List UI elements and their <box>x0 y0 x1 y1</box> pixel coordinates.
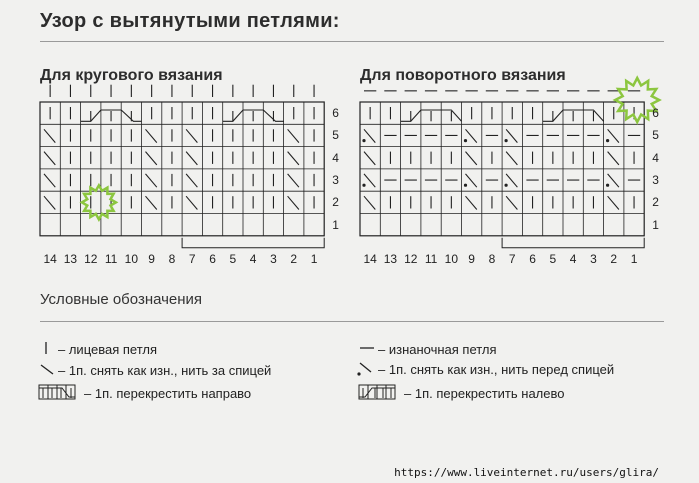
yarn-front-dot <box>464 184 467 187</box>
slip-wyib-icon <box>38 362 56 376</box>
legend-knit-label: – лицевая петля <box>58 342 157 357</box>
row-number-label: 5 <box>652 128 659 143</box>
column-number-label: 12 <box>84 252 98 266</box>
row-number-label: 3 <box>652 173 659 188</box>
column-number-label: 1 <box>310 252 318 266</box>
slip-stitch-mark <box>186 152 197 165</box>
slip-stitch-mark <box>466 152 477 165</box>
legend-slip-back-label: – 1п. снять как изн., нить за спицей <box>58 363 272 378</box>
slip-stitch-mark <box>44 174 55 187</box>
row-number-label: 4 <box>332 150 339 165</box>
column-number-label: 2 <box>610 252 618 266</box>
slip-stitch-mark <box>186 196 197 209</box>
purl-stitch-icon <box>358 341 376 355</box>
column-number-label: 13 <box>63 252 78 266</box>
row-number-label: 5 <box>332 128 339 143</box>
slip-stitch-mark <box>466 196 477 209</box>
slip-stitch-mark <box>608 129 619 142</box>
column-number-label: 13 <box>383 252 398 266</box>
column-number-label: 5 <box>229 252 237 266</box>
title-divider <box>40 41 664 42</box>
column-number-label: 10 <box>444 252 459 266</box>
slip-stitch-mark <box>44 196 55 209</box>
column-number-label: 4 <box>249 252 257 266</box>
slip-stitch-mark <box>288 174 299 187</box>
column-number-label: 9 <box>148 252 155 266</box>
column-number-label: 10 <box>124 252 139 266</box>
column-number-label: 9 <box>468 252 475 266</box>
legend-divider <box>40 321 664 322</box>
slip-stitch-mark <box>288 152 299 165</box>
chart-title-flat: Для поворотного вязания <box>360 67 566 84</box>
slip-stitch-mark <box>466 129 477 142</box>
column-number-label: 8 <box>168 252 176 266</box>
column-number-label: 3 <box>590 252 597 266</box>
slip-stitch-mark <box>146 196 157 209</box>
column-number-label: 5 <box>549 252 557 266</box>
column-number-label: 7 <box>188 252 196 266</box>
repeat-bracket <box>502 238 644 248</box>
column-number-label: 2 <box>290 252 298 266</box>
column-number-label: 14 <box>43 252 57 266</box>
knitting-chart-flat <box>358 100 658 250</box>
column-number-label: 11 <box>104 252 118 266</box>
column-number-label: 6 <box>209 252 216 266</box>
legend-right-cross-label: – 1п. перекрестить направо <box>84 386 252 401</box>
slip-stitch-mark <box>364 152 375 165</box>
slip-stitch-mark <box>506 174 517 187</box>
slip-stitch-mark <box>364 196 375 209</box>
slip-stitch-mark <box>44 129 55 142</box>
column-number-label: 6 <box>529 252 536 266</box>
slip-stitch-mark <box>466 174 477 187</box>
yarn-front-dot <box>505 184 508 187</box>
column-number-label: 1 <box>630 252 638 266</box>
legend-slip-front-label: – 1п. снять как изн., нить перед спицей <box>378 362 615 377</box>
slip-stitch-mark <box>146 152 157 165</box>
slip-stitch-mark <box>506 152 517 165</box>
legend-title: Условные обозначения <box>40 291 203 308</box>
slip-stitch-mark <box>288 129 299 142</box>
slip-stitch-mark <box>608 152 619 165</box>
yarn-front-dot <box>362 184 365 187</box>
slip-wyif-icon <box>355 360 373 378</box>
column-number-label: 4 <box>569 252 577 266</box>
column-number-label: 8 <box>488 252 496 266</box>
yarn-front-dot <box>362 139 365 142</box>
column-number-label: 3 <box>270 252 277 266</box>
row-number-label: 4 <box>652 150 659 165</box>
slip-stitch-mark <box>44 152 55 165</box>
yarn-front-dot <box>505 139 508 142</box>
column-number-label: 11 <box>424 252 438 266</box>
row-number-label: 2 <box>652 195 659 210</box>
column-number-label: 7 <box>508 252 516 266</box>
left-cross-icon <box>358 384 396 400</box>
knitting-chart-circular <box>38 100 338 250</box>
knit-stitch-icon <box>40 341 52 355</box>
row-number-label: 1 <box>332 217 339 232</box>
slip-stitch-mark <box>608 196 619 209</box>
slip-stitch-mark <box>364 129 375 142</box>
slip-stitch-mark <box>608 174 619 187</box>
repeat-bracket <box>182 238 324 248</box>
row-number-label: 1 <box>652 217 659 232</box>
slip-stitch-mark <box>146 129 157 142</box>
slip-stitch-mark <box>186 174 197 187</box>
slip-stitch-mark <box>186 129 197 142</box>
source-url: https://www.liveinternet.ru/users/glira/ <box>394 466 659 479</box>
chart-title-circular: Для кругового вязания <box>40 67 223 84</box>
row-number-label: 3 <box>332 173 339 188</box>
row-number-label: 2 <box>332 195 339 210</box>
yarn-front-dot <box>464 139 467 142</box>
column-number-label: 12 <box>404 252 418 266</box>
right-cross-icon <box>38 384 76 400</box>
page-title: Узор с вытянутыми петлями: <box>40 10 340 32</box>
yarn-front-dot <box>606 184 609 187</box>
slip-stitch-mark <box>506 196 517 209</box>
legend-left-cross-label: – 1п. перекрестить налево <box>404 386 565 401</box>
slip-stitch-mark <box>288 196 299 209</box>
legend-purl-label: – изнаночная петля <box>378 342 497 357</box>
row-number-label: 6 <box>652 106 659 121</box>
slip-stitch-mark <box>364 174 375 187</box>
slip-stitch-mark <box>146 174 157 187</box>
yarn-front-dot <box>606 139 609 142</box>
column-number-label: 14 <box>363 252 377 266</box>
slip-stitch-mark <box>506 129 517 142</box>
row-number-label: 6 <box>332 106 339 121</box>
